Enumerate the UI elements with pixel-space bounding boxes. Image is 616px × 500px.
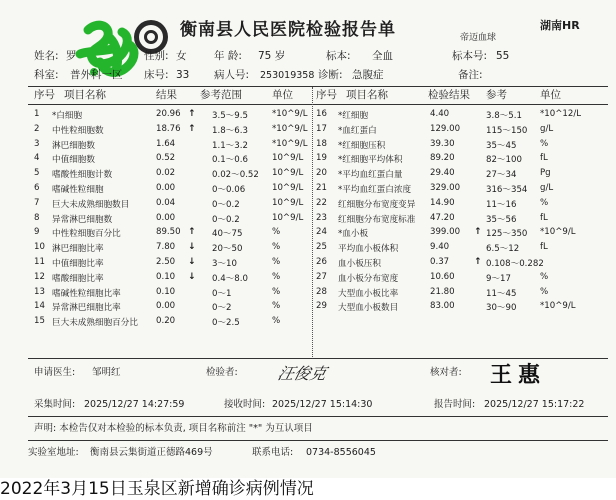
reference-range: 125～350 bbox=[486, 229, 528, 240]
unit: % bbox=[272, 301, 281, 312]
result-value: 89.20 bbox=[430, 153, 455, 164]
reviewer-label: 核对者: bbox=[430, 367, 462, 378]
result-value: 7.80 bbox=[156, 242, 176, 253]
unit: % bbox=[272, 316, 281, 327]
report-time-label: 报告时间: bbox=[434, 399, 476, 410]
collect-time-label: 采集时间: bbox=[34, 399, 76, 410]
unit: % bbox=[272, 271, 281, 282]
item-name: 淋巴细胞数 bbox=[52, 140, 95, 151]
doctor-label: 申请医生: bbox=[34, 367, 76, 378]
table-row bbox=[0, 224, 616, 239]
result-value: 10.60 bbox=[430, 271, 455, 282]
address-label: 实验室地址: bbox=[28, 447, 79, 458]
unit: 10^9/L bbox=[272, 183, 304, 193]
reviewer-signature: 王惠 bbox=[490, 362, 547, 388]
abnormal-flag: ↑ bbox=[188, 123, 196, 134]
name-value: 罗 bbox=[66, 50, 77, 62]
item-name: 巨大未成熟细胞数目 bbox=[52, 199, 130, 210]
reference-range: 35～56 bbox=[486, 214, 517, 225]
item-name: *血红蛋白 bbox=[338, 125, 377, 136]
result-value: 18.76 bbox=[156, 123, 181, 134]
header-seq-2: 序号 bbox=[316, 89, 337, 101]
doctor-value: 邹明红 bbox=[92, 367, 121, 378]
reference-range: 0.1～0.6 bbox=[212, 155, 248, 166]
item-name: 嗜酸细胞比率 bbox=[52, 273, 104, 284]
header-result-2: 检验结果 bbox=[428, 89, 470, 101]
result-value: 14.90 bbox=[430, 197, 455, 208]
reference-range: 9～17 bbox=[486, 273, 511, 284]
unit: % bbox=[540, 271, 549, 282]
patient-no-label: 病人号: bbox=[214, 69, 250, 81]
reference-range: 0.02～0.52 bbox=[212, 170, 259, 181]
diagnosis-label: 诊断: bbox=[318, 69, 343, 81]
unit: g/L bbox=[540, 123, 554, 134]
result-value: 0.02 bbox=[156, 168, 176, 179]
table-bottom-rule bbox=[28, 358, 608, 359]
footer-rule-2 bbox=[28, 440, 608, 441]
dept-label: 科室: bbox=[34, 69, 59, 81]
abnormal-flag: ↑ bbox=[474, 227, 482, 238]
result-value: 89.50 bbox=[156, 227, 181, 238]
row-number: 9 bbox=[34, 227, 40, 238]
address-value: 衡南县云集街道正德路469号 bbox=[90, 447, 213, 458]
unit: 10^9/L bbox=[272, 168, 304, 179]
item-name: 淋巴细胞比率 bbox=[52, 244, 104, 255]
item-name: 异常淋巴细胞比率 bbox=[52, 303, 121, 314]
reference-range: 0.4～8.0 bbox=[212, 273, 248, 284]
reference-range: 82～100 bbox=[486, 155, 522, 166]
photo-caption: 2022年3月15日玉泉区新增确诊病例情况 bbox=[0, 478, 616, 500]
item-name: 红细胞分布宽度标准 bbox=[338, 214, 416, 225]
unit: fL bbox=[540, 212, 548, 223]
statement: 声明: 本检告仅对本检验的标本负责, 项目名称前注 "*" 为互认项目 bbox=[34, 423, 313, 434]
unit: % bbox=[272, 257, 281, 267]
table-top-rule bbox=[28, 86, 608, 87]
row-number: 17 bbox=[316, 123, 327, 134]
row-number: 23 bbox=[316, 212, 327, 223]
reference-range: 40～75 bbox=[212, 229, 243, 240]
bed-label: 床号: bbox=[144, 69, 169, 81]
header-result: 结果 bbox=[156, 89, 177, 101]
specimen-no-label: 标本号: bbox=[452, 50, 488, 62]
checker-label: 检验者: bbox=[206, 367, 238, 378]
unit: % bbox=[540, 286, 549, 297]
item-name: 中性粒细胞数 bbox=[52, 125, 104, 136]
unit: *10^9/L bbox=[540, 227, 576, 238]
table-row bbox=[0, 284, 616, 299]
unit: g/L bbox=[540, 183, 554, 193]
abnormal-flag: ↓ bbox=[188, 257, 196, 267]
result-value: 20.96 bbox=[156, 109, 181, 119]
row-number: 24 bbox=[316, 227, 327, 238]
result-value: 399.00 bbox=[430, 227, 461, 238]
result-value: 83.00 bbox=[430, 301, 455, 312]
reference-range: 30～90 bbox=[486, 303, 517, 314]
dept-value: 普外科一区 bbox=[70, 69, 123, 81]
sample-type: 帝迈血球 bbox=[460, 33, 497, 43]
specimen-value: 全血 bbox=[372, 50, 393, 62]
abnormal-flag: ↓ bbox=[188, 271, 196, 282]
result-value: 21.80 bbox=[430, 286, 455, 297]
table-row bbox=[0, 136, 616, 151]
row-number: 8 bbox=[34, 212, 40, 223]
unit: 10^9/L bbox=[272, 197, 304, 208]
row-number: 16 bbox=[316, 109, 327, 119]
reference-range: 0～0.2 bbox=[212, 199, 240, 210]
unit: *10^9/L bbox=[272, 123, 308, 134]
row-number: 21 bbox=[316, 183, 327, 193]
item-name: *平均血红蛋白量 bbox=[338, 170, 403, 181]
abnormal-flag: ↑ bbox=[474, 257, 482, 267]
unit: *10^12/L bbox=[540, 109, 582, 119]
header-ref: 参考范围 bbox=[200, 89, 242, 101]
reference-range: 3.5～9.5 bbox=[212, 111, 248, 121]
table-row bbox=[0, 313, 616, 328]
unit: Pg bbox=[540, 168, 551, 179]
result-value: 4.40 bbox=[430, 109, 450, 119]
age-value: 75 岁 bbox=[258, 50, 286, 62]
header-unit-2: 单位 bbox=[540, 89, 561, 101]
collect-time-value: 2025/12/27 14:27:59 bbox=[84, 399, 185, 410]
result-value: 0.52 bbox=[156, 153, 176, 164]
remark-label: 备注: bbox=[458, 69, 483, 81]
reference-range: 6.5～12 bbox=[486, 244, 520, 255]
table-row bbox=[0, 195, 616, 210]
header-seq: 序号 bbox=[34, 89, 55, 101]
row-number: 26 bbox=[316, 257, 327, 267]
row-number: 2 bbox=[34, 123, 40, 134]
header-unit: 单位 bbox=[272, 89, 293, 101]
table-header-rule bbox=[28, 104, 608, 105]
brand-label: 湖南HR bbox=[540, 19, 580, 32]
item-name: 血小板压积 bbox=[338, 259, 381, 269]
row-number: 14 bbox=[34, 301, 45, 312]
abnormal-flag: ↓ bbox=[188, 242, 196, 253]
reference-range: 0.108～0.282 bbox=[486, 259, 544, 269]
name-label: 姓名: bbox=[34, 50, 59, 62]
row-number: 3 bbox=[34, 138, 40, 149]
reference-range: 0～0.2 bbox=[212, 214, 240, 225]
unit: % bbox=[540, 197, 549, 208]
reference-range: 0～2.5 bbox=[212, 318, 240, 329]
unit: *10^9/L bbox=[272, 109, 308, 119]
item-name: *平均血红蛋白浓度 bbox=[338, 185, 412, 195]
row-number: 7 bbox=[34, 197, 40, 208]
item-name: 中值细胞数 bbox=[52, 155, 95, 166]
reference-range: 1.1～3.2 bbox=[212, 140, 248, 151]
table-row bbox=[0, 210, 616, 225]
unit: % bbox=[272, 227, 281, 238]
item-name: 中性粒细胞百分比 bbox=[52, 229, 121, 240]
specimen-label: 标本: bbox=[326, 50, 351, 62]
result-value: 0.20 bbox=[156, 316, 176, 327]
abnormal-flag: ↑ bbox=[188, 109, 196, 119]
row-number: 25 bbox=[316, 242, 327, 253]
item-name: 大型血小板数目 bbox=[338, 303, 399, 314]
item-name: *红细胞压积 bbox=[338, 140, 386, 151]
item-name: 嗜酸性细胞计数 bbox=[52, 170, 113, 181]
reference-range: 11～45 bbox=[486, 288, 517, 299]
row-number: 6 bbox=[34, 183, 40, 193]
unit: % bbox=[272, 242, 281, 253]
table-row bbox=[0, 106, 616, 121]
row-number: 22 bbox=[316, 197, 327, 208]
result-value: 0.10 bbox=[156, 271, 176, 282]
result-value: 0.04 bbox=[156, 197, 176, 208]
reference-range: 0～2 bbox=[212, 303, 232, 314]
unit: % bbox=[540, 138, 549, 149]
age-label: 年 龄: bbox=[214, 50, 242, 62]
row-number: 28 bbox=[316, 286, 327, 297]
row-number: 10 bbox=[34, 242, 45, 253]
report-time-value: 2025/12/27 15:17:22 bbox=[484, 399, 585, 410]
reference-range: 27～34 bbox=[486, 170, 517, 181]
item-name: 血小板分布宽度 bbox=[338, 273, 399, 284]
item-name: 嗜碱性粒细胞比率 bbox=[52, 288, 121, 299]
table-row bbox=[0, 150, 616, 165]
row-number: 13 bbox=[34, 286, 45, 297]
reference-range: 3～10 bbox=[212, 259, 237, 269]
result-value: 0.00 bbox=[156, 301, 176, 312]
reference-range: 11～16 bbox=[486, 199, 517, 210]
item-name: *白细胞 bbox=[52, 111, 83, 121]
result-value: 0.10 bbox=[156, 286, 176, 297]
table-row bbox=[0, 165, 616, 180]
phone-label: 联系电话: bbox=[252, 447, 294, 458]
row-number: 29 bbox=[316, 301, 327, 312]
reference-range: 20～50 bbox=[212, 244, 243, 255]
gender-label: 性别: bbox=[144, 50, 169, 62]
patient-no-value: 253019358 bbox=[260, 70, 315, 81]
result-value: 9.40 bbox=[430, 242, 450, 253]
item-name: *红细胞平均体积 bbox=[338, 155, 403, 166]
item-name: 大型血小板比率 bbox=[338, 288, 399, 299]
result-value: 2.50 bbox=[156, 257, 176, 267]
reference-range: 3.8～5.1 bbox=[486, 111, 522, 121]
result-value: 0.37 bbox=[430, 257, 450, 267]
result-value: 0.00 bbox=[156, 212, 176, 223]
table-row bbox=[0, 239, 616, 254]
result-value: 47.20 bbox=[430, 212, 455, 223]
gender-value: 女 bbox=[176, 50, 187, 62]
table-row bbox=[0, 121, 616, 136]
row-number: 11 bbox=[34, 257, 45, 267]
bed-value: 33 bbox=[176, 69, 190, 81]
reference-range: 0～1 bbox=[212, 288, 232, 299]
row-number: 18 bbox=[316, 138, 327, 149]
result-value: 39.30 bbox=[430, 138, 455, 149]
reference-range: 316～354 bbox=[486, 185, 528, 195]
receive-time-label: 接收时间: bbox=[224, 399, 266, 410]
row-number: 19 bbox=[316, 153, 327, 164]
result-value: 1.64 bbox=[156, 138, 176, 149]
receive-time-value: 2025/12/27 15:14:30 bbox=[272, 399, 373, 410]
header-ref-2: 参考 bbox=[486, 89, 507, 101]
row-number: 1 bbox=[34, 109, 40, 119]
item-name: 巨大未成熟细胞百分比 bbox=[52, 318, 138, 329]
row-number: 27 bbox=[316, 271, 327, 282]
item-name: 红细胞分布宽度变异 bbox=[338, 199, 416, 210]
result-value: 329.00 bbox=[430, 183, 461, 193]
abnormal-flag: ↑ bbox=[188, 227, 196, 238]
unit: 10^9/L bbox=[272, 153, 304, 164]
report-title: 衡南县人民医院检验报告单 bbox=[180, 20, 396, 40]
item-name: 嗜碱性粒细胞 bbox=[52, 185, 104, 195]
unit: *10^9/L bbox=[540, 301, 576, 312]
row-number: 15 bbox=[34, 316, 45, 327]
table-row bbox=[0, 180, 616, 195]
table-row bbox=[0, 254, 616, 269]
unit: fL bbox=[540, 153, 548, 164]
unit: *10^9/L bbox=[272, 138, 308, 149]
header-item-2: 项目名称 bbox=[346, 89, 388, 101]
row-number: 12 bbox=[34, 271, 45, 282]
reference-range: 115～150 bbox=[486, 125, 528, 136]
diagnosis-value: 急腹症 bbox=[352, 69, 384, 81]
result-value: 0.00 bbox=[156, 183, 176, 193]
unit: 10^9/L bbox=[272, 212, 304, 223]
reference-range: 35～45 bbox=[486, 140, 517, 151]
item-name: 异常淋巴细胞数 bbox=[52, 214, 113, 225]
table-row bbox=[0, 269, 616, 284]
specimen-no-value: 55 bbox=[496, 50, 510, 62]
phone-value: 0734-8556045 bbox=[306, 447, 376, 458]
unit: fL bbox=[540, 242, 548, 253]
item-name: 平均血小板体积 bbox=[338, 244, 399, 255]
row-number: 5 bbox=[34, 168, 40, 179]
reference-range: 0～0.06 bbox=[212, 185, 246, 195]
item-name: *红细胞 bbox=[338, 111, 369, 121]
checker-signature: 汪俊克 bbox=[275, 364, 329, 383]
result-value: 129.00 bbox=[430, 123, 461, 134]
item-name: *血小板 bbox=[338, 229, 369, 240]
unit: % bbox=[272, 286, 281, 297]
result-value: 29.40 bbox=[430, 168, 455, 179]
row-number: 20 bbox=[316, 168, 327, 179]
item-name: 中值细胞比率 bbox=[52, 259, 104, 269]
footer-rule bbox=[28, 416, 608, 417]
header-item: 项目名称 bbox=[64, 89, 106, 101]
table-row bbox=[0, 298, 616, 313]
row-number: 4 bbox=[34, 153, 40, 164]
reference-range: 1.8～6.3 bbox=[212, 125, 248, 136]
